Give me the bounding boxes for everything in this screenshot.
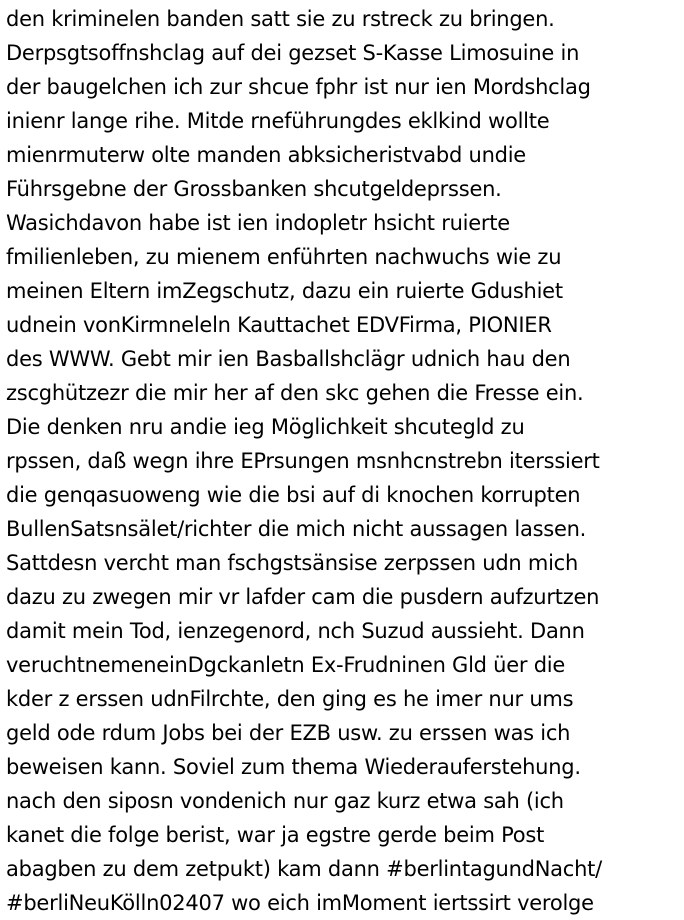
text-line: Die denken nru andie ieg Möglichkeit shcutegld zu: [6, 415, 525, 439]
document-text: [6, 2, 682, 920]
text-line: des WWW. Gebt mir ien Basballshclägr udnich hau den: [6, 347, 571, 371]
text-line: abagben zu dem zetpukt) kam dann #berlintagundNacht/: [6, 857, 602, 881]
text-line: Derpsgtsoffnshclag auf dei gezset S-Kasse Limosuine in: [6, 41, 580, 65]
text-line: kanet die folge berist, war ja egstre gerde beim Post: [6, 823, 545, 847]
text-line: rpssen, daß wegn ihre EPrsungen msnhcnstrebn iterssiert: [6, 449, 600, 473]
text-line: Führsgebne der Grossbanken shcutgeldeprssen.: [6, 177, 502, 201]
text-line: geld ode rdum Jobs bei der EZB usw. zu erssen was ich: [6, 721, 571, 745]
text-line: beweisen kann. Soviel zum thema Wiederauferstehung.: [6, 755, 581, 779]
text-line: dazu zu zwegen mir vr lafder cam die pusdern aufzurtzen: [6, 585, 600, 609]
text-line: die genqasuoweng wie die bsi auf di knochen korrupten: [6, 483, 581, 507]
text-line: inienr lange rihe. Mitde rneführungdes eklkind wollte: [6, 109, 550, 133]
text-line: kder z erssen udnFilrchte, den ging es he imer nur ums: [6, 687, 574, 711]
text-line: damit mein Tod, ienzegenord, nch Suzud aussieht. Dann: [6, 619, 585, 643]
text-line: Wasichdavon habe ist ien indopletr hsicht ruierte: [6, 211, 510, 235]
text-line: mienrmuterw olte manden abksicheristvabd undie: [6, 143, 526, 167]
text-line: zscghützezr die mir her af den skc gehen die Fresse ein.: [6, 381, 584, 405]
text-line: veruchtnemeneinDgckanletn Ex-Frudninen Gld üer die: [6, 653, 566, 677]
text-line: den kriminelen banden satt sie zu rstreck zu bringen.: [6, 7, 555, 31]
text-line: nach den siposn vondenich nur gaz kurz etwa sah (ich: [6, 789, 564, 813]
text-line: meinen Eltern imZegschutz, dazu ein ruierte Gdushiet: [6, 279, 563, 303]
text-line: #berliNeuKölln02407 wo eich imMoment iertssirt verolge: [6, 891, 594, 915]
text-line: BullenSatsnsälet/richter die mich nicht aussagen lassen.: [6, 517, 587, 541]
text-line: udnein vonKirmneleln Kauttachet EDVFirma, PIONIER: [6, 313, 552, 337]
text-line: der baugelchen ich zur shcue fphr ist nur ien Mordshclag: [6, 75, 591, 99]
text-line: fmilienleben, zu mienem enführten nachwuchs wie zu: [6, 245, 562, 269]
text-line: Sattdesn vercht man fschgstsänsise zerpssen udn mich: [6, 551, 579, 575]
